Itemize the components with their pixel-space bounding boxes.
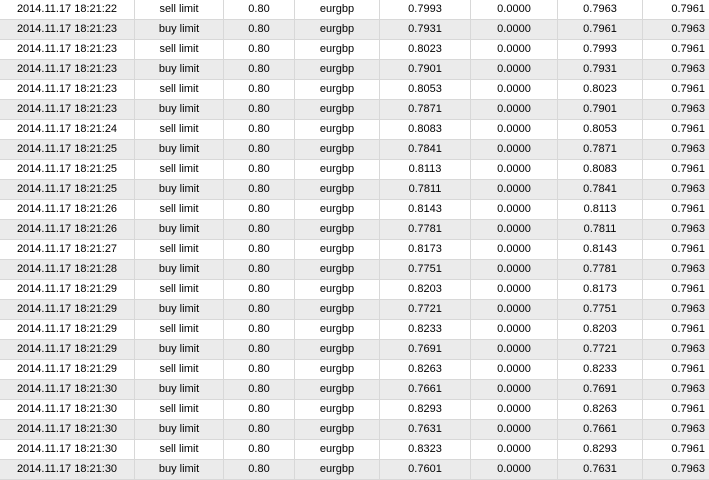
cell-take-profit: 0.8173 — [558, 280, 643, 300]
cell-current-price: 0.7963 — [643, 380, 709, 400]
table-row[interactable] — [0, 340, 709, 360]
cell-take-profit: 0.8293 — [558, 440, 643, 460]
cell-volume: 0.80 — [224, 200, 295, 220]
cell-symbol: eurgbp — [295, 60, 380, 80]
cell-volume: 0.80 — [224, 240, 295, 260]
cell-stop-loss: 0.0000 — [471, 200, 558, 220]
cell-type: sell limit — [135, 440, 224, 460]
cell-price: 0.8263 — [380, 360, 471, 380]
cell-volume: 0.80 — [224, 160, 295, 180]
cell-take-profit: 0.7781 — [558, 260, 643, 280]
cell-type: sell limit — [135, 160, 224, 180]
cell-type: sell limit — [135, 400, 224, 420]
cell-stop-loss: 0.0000 — [471, 380, 558, 400]
cell-price: 0.8023 — [380, 40, 471, 60]
table-row[interactable] — [0, 320, 709, 340]
cell-take-profit: 0.7751 — [558, 300, 643, 320]
cell-volume: 0.80 — [224, 120, 295, 140]
cell-time: 2014.11.17 18:21:23 — [0, 20, 135, 40]
cell-stop-loss: 0.0000 — [471, 20, 558, 40]
cell-time: 2014.11.17 18:21:29 — [0, 320, 135, 340]
cell-take-profit: 0.8053 — [558, 120, 643, 140]
cell-time: 2014.11.17 18:21:29 — [0, 360, 135, 380]
cell-type: buy limit — [135, 100, 224, 120]
cell-type: buy limit — [135, 420, 224, 440]
cell-symbol: eurgbp — [295, 300, 380, 320]
cell-current-price: 0.7963 — [643, 260, 709, 280]
cell-time: 2014.11.17 18:21:30 — [0, 420, 135, 440]
cell-symbol: eurgbp — [295, 80, 380, 100]
cell-current-price: 0.7961 — [643, 400, 709, 420]
cell-current-price: 0.7963 — [643, 20, 709, 40]
cell-take-profit: 0.8263 — [558, 400, 643, 420]
cell-current-price: 0.7963 — [643, 140, 709, 160]
cell-symbol: eurgbp — [295, 420, 380, 440]
cell-current-price: 0.7961 — [643, 80, 709, 100]
cell-symbol: eurgbp — [295, 0, 380, 20]
cell-price: 0.7601 — [380, 460, 471, 480]
cell-take-profit: 0.7841 — [558, 180, 643, 200]
cell-take-profit: 0.7631 — [558, 460, 643, 480]
cell-volume: 0.80 — [224, 40, 295, 60]
cell-volume: 0.80 — [224, 260, 295, 280]
cell-current-price: 0.7961 — [643, 240, 709, 260]
cell-symbol: eurgbp — [295, 120, 380, 140]
table-row[interactable] — [0, 260, 709, 280]
cell-current-price: 0.7963 — [643, 100, 709, 120]
cell-take-profit: 0.8233 — [558, 360, 643, 380]
table-row[interactable] — [0, 220, 709, 240]
cell-stop-loss: 0.0000 — [471, 80, 558, 100]
cell-symbol: eurgbp — [295, 400, 380, 420]
table-row[interactable] — [0, 280, 709, 300]
cell-symbol: eurgbp — [295, 340, 380, 360]
cell-symbol: eurgbp — [295, 180, 380, 200]
cell-symbol: eurgbp — [295, 380, 380, 400]
cell-time: 2014.11.17 18:21:30 — [0, 380, 135, 400]
cell-current-price: 0.7961 — [643, 160, 709, 180]
cell-symbol: eurgbp — [295, 20, 380, 40]
cell-current-price: 0.7961 — [643, 0, 709, 20]
cell-take-profit: 0.7871 — [558, 140, 643, 160]
cell-price: 0.8173 — [380, 240, 471, 260]
cell-time: 2014.11.17 18:21:24 — [0, 120, 135, 140]
cell-symbol: eurgbp — [295, 100, 380, 120]
cell-price: 0.7841 — [380, 140, 471, 160]
cell-symbol: eurgbp — [295, 220, 380, 240]
cell-stop-loss: 0.0000 — [471, 60, 558, 80]
cell-take-profit: 0.7901 — [558, 100, 643, 120]
cell-volume: 0.80 — [224, 100, 295, 120]
cell-symbol: eurgbp — [295, 280, 380, 300]
cell-current-price: 0.7963 — [643, 60, 709, 80]
table-row[interactable] — [0, 140, 709, 160]
cell-stop-loss: 0.0000 — [471, 400, 558, 420]
cell-volume: 0.80 — [224, 440, 295, 460]
cell-stop-loss: 0.0000 — [471, 180, 558, 200]
table-row[interactable] — [0, 400, 709, 420]
cell-time: 2014.11.17 18:21:22 — [0, 0, 135, 20]
cell-take-profit: 0.8203 — [558, 320, 643, 340]
cell-stop-loss: 0.0000 — [471, 100, 558, 120]
cell-time: 2014.11.17 18:21:25 — [0, 140, 135, 160]
cell-time: 2014.11.17 18:21:27 — [0, 240, 135, 260]
cell-type: buy limit — [135, 380, 224, 400]
table-row[interactable] — [0, 200, 709, 220]
cell-type: buy limit — [135, 140, 224, 160]
cell-price: 0.8083 — [380, 120, 471, 140]
cell-stop-loss: 0.0000 — [471, 260, 558, 280]
cell-stop-loss: 0.0000 — [471, 280, 558, 300]
cell-current-price: 0.7963 — [643, 460, 709, 480]
cell-type: buy limit — [135, 60, 224, 80]
cell-volume: 0.80 — [224, 280, 295, 300]
cell-time: 2014.11.17 18:21:29 — [0, 340, 135, 360]
cell-type: sell limit — [135, 280, 224, 300]
cell-current-price: 0.7963 — [643, 180, 709, 200]
cell-time: 2014.11.17 18:21:29 — [0, 300, 135, 320]
table-row[interactable] — [0, 180, 709, 200]
table-row[interactable] — [0, 420, 709, 440]
cell-take-profit: 0.7993 — [558, 40, 643, 60]
cell-current-price: 0.7963 — [643, 220, 709, 240]
cell-volume: 0.80 — [224, 220, 295, 240]
cell-volume: 0.80 — [224, 320, 295, 340]
cell-type: buy limit — [135, 220, 224, 240]
cell-price: 0.7691 — [380, 340, 471, 360]
cell-stop-loss: 0.0000 — [471, 320, 558, 340]
cell-take-profit: 0.8113 — [558, 200, 643, 220]
table-row[interactable] — [0, 40, 709, 60]
cell-stop-loss: 0.0000 — [471, 440, 558, 460]
cell-type: sell limit — [135, 80, 224, 100]
cell-symbol: eurgbp — [295, 460, 380, 480]
cell-symbol: eurgbp — [295, 40, 380, 60]
cell-type: sell limit — [135, 120, 224, 140]
cell-stop-loss: 0.0000 — [471, 240, 558, 260]
table-row[interactable] — [0, 20, 709, 40]
cell-type: buy limit — [135, 260, 224, 280]
cell-time: 2014.11.17 18:21:23 — [0, 60, 135, 80]
table-row[interactable] — [0, 80, 709, 100]
cell-time: 2014.11.17 18:21:23 — [0, 40, 135, 60]
cell-type: sell limit — [135, 40, 224, 60]
cell-symbol: eurgbp — [295, 360, 380, 380]
cell-price: 0.7721 — [380, 300, 471, 320]
cell-stop-loss: 0.0000 — [471, 220, 558, 240]
cell-type: sell limit — [135, 200, 224, 220]
cell-price: 0.7631 — [380, 420, 471, 440]
cell-stop-loss: 0.0000 — [471, 0, 558, 20]
cell-stop-loss: 0.0000 — [471, 140, 558, 160]
table-row[interactable] — [0, 440, 709, 460]
cell-time: 2014.11.17 18:21:23 — [0, 80, 135, 100]
cell-time: 2014.11.17 18:21:25 — [0, 160, 135, 180]
cell-current-price: 0.7961 — [643, 440, 709, 460]
cell-take-profit: 0.8143 — [558, 240, 643, 260]
cell-current-price: 0.7961 — [643, 360, 709, 380]
table-row[interactable] — [0, 360, 709, 380]
cell-time: 2014.11.17 18:21:26 — [0, 200, 135, 220]
cell-current-price: 0.7961 — [643, 320, 709, 340]
table-row[interactable] — [0, 380, 709, 400]
table-row[interactable] — [0, 300, 709, 320]
cell-symbol: eurgbp — [295, 440, 380, 460]
cell-volume: 0.80 — [224, 380, 295, 400]
table-row[interactable] — [0, 460, 709, 480]
cell-price: 0.8143 — [380, 200, 471, 220]
cell-time: 2014.11.17 18:21:25 — [0, 180, 135, 200]
cell-time: 2014.11.17 18:21:26 — [0, 220, 135, 240]
cell-time: 2014.11.17 18:21:29 — [0, 280, 135, 300]
cell-symbol: eurgbp — [295, 240, 380, 260]
cell-stop-loss: 0.0000 — [471, 160, 558, 180]
cell-time: 2014.11.17 18:21:23 — [0, 100, 135, 120]
cell-price: 0.7751 — [380, 260, 471, 280]
cell-stop-loss: 0.0000 — [471, 40, 558, 60]
cell-price: 0.8203 — [380, 280, 471, 300]
cell-take-profit: 0.7691 — [558, 380, 643, 400]
table-row[interactable] — [0, 60, 709, 80]
cell-symbol: eurgbp — [295, 260, 380, 280]
cell-type: buy limit — [135, 340, 224, 360]
cell-volume: 0.80 — [224, 400, 295, 420]
cell-type: buy limit — [135, 20, 224, 40]
cell-volume: 0.80 — [224, 180, 295, 200]
cell-current-price: 0.7961 — [643, 200, 709, 220]
cell-volume: 0.80 — [224, 140, 295, 160]
table-row[interactable] — [0, 120, 709, 140]
cell-volume: 0.80 — [224, 420, 295, 440]
cell-take-profit: 0.7961 — [558, 20, 643, 40]
cell-take-profit: 0.7931 — [558, 60, 643, 80]
cell-time: 2014.11.17 18:21:28 — [0, 260, 135, 280]
cell-type: sell limit — [135, 360, 224, 380]
cell-stop-loss: 0.0000 — [471, 420, 558, 440]
cell-symbol: eurgbp — [295, 200, 380, 220]
cell-price: 0.8233 — [380, 320, 471, 340]
cell-price: 0.7811 — [380, 180, 471, 200]
cell-volume: 0.80 — [224, 80, 295, 100]
cell-take-profit: 0.7963 — [558, 0, 643, 20]
cell-symbol: eurgbp — [295, 140, 380, 160]
cell-stop-loss: 0.0000 — [471, 340, 558, 360]
cell-stop-loss: 0.0000 — [471, 460, 558, 480]
cell-volume: 0.80 — [224, 360, 295, 380]
cell-time: 2014.11.17 18:21:30 — [0, 400, 135, 420]
cell-current-price: 0.7961 — [643, 40, 709, 60]
table-row[interactable] — [0, 0, 709, 20]
cell-current-price: 0.7963 — [643, 340, 709, 360]
cell-price: 0.8053 — [380, 80, 471, 100]
cell-volume: 0.80 — [224, 60, 295, 80]
cell-price: 0.7781 — [380, 220, 471, 240]
cell-volume: 0.80 — [224, 300, 295, 320]
cell-time: 2014.11.17 18:21:30 — [0, 440, 135, 460]
cell-price: 0.7871 — [380, 100, 471, 120]
cell-symbol: eurgbp — [295, 320, 380, 340]
cell-price: 0.7993 — [380, 0, 471, 20]
cell-type: buy limit — [135, 300, 224, 320]
cell-stop-loss: 0.0000 — [471, 120, 558, 140]
cell-price: 0.7931 — [380, 20, 471, 40]
cell-price: 0.8113 — [380, 160, 471, 180]
table-row[interactable] — [0, 160, 709, 180]
cell-price: 0.7901 — [380, 60, 471, 80]
table-row[interactable] — [0, 240, 709, 260]
cell-volume: 0.80 — [224, 340, 295, 360]
cell-price: 0.7661 — [380, 380, 471, 400]
cell-symbol: eurgbp — [295, 160, 380, 180]
cell-take-profit: 0.8083 — [558, 160, 643, 180]
cell-take-profit: 0.7661 — [558, 420, 643, 440]
cell-take-profit: 0.7811 — [558, 220, 643, 240]
table-row[interactable] — [0, 100, 709, 120]
cell-current-price: 0.7961 — [643, 120, 709, 140]
cell-current-price: 0.7961 — [643, 280, 709, 300]
cell-type: buy limit — [135, 460, 224, 480]
cell-current-price: 0.7963 — [643, 420, 709, 440]
cell-type: sell limit — [135, 0, 224, 20]
cell-type: buy limit — [135, 180, 224, 200]
cell-current-price: 0.7963 — [643, 300, 709, 320]
cell-take-profit: 0.8023 — [558, 80, 643, 100]
cell-take-profit: 0.7721 — [558, 340, 643, 360]
cell-stop-loss: 0.0000 — [471, 360, 558, 380]
cell-stop-loss: 0.0000 — [471, 300, 558, 320]
cell-type: sell limit — [135, 320, 224, 340]
cell-time: 2014.11.17 18:21:30 — [0, 460, 135, 480]
cell-volume: 0.80 — [224, 20, 295, 40]
cell-volume: 0.80 — [224, 0, 295, 20]
cell-price: 0.8293 — [380, 400, 471, 420]
cell-volume: 0.80 — [224, 460, 295, 480]
cell-price: 0.8323 — [380, 440, 471, 460]
cell-type: sell limit — [135, 240, 224, 260]
